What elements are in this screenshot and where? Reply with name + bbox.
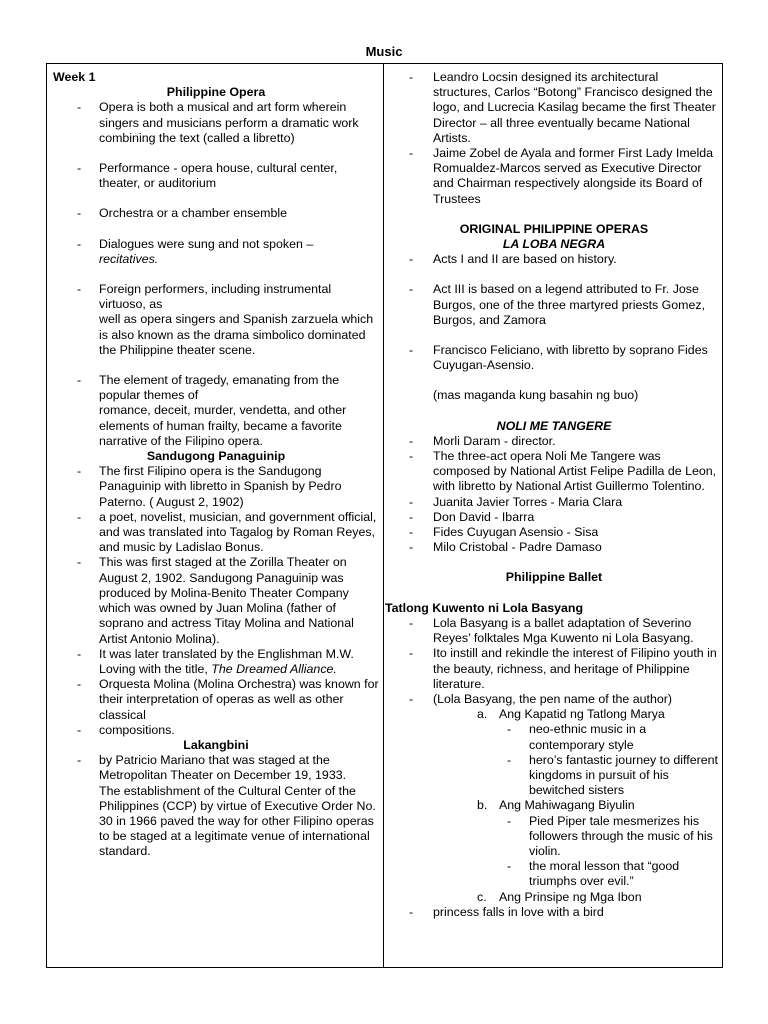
story-title: Ang Kapatid ng Tatlong Marya bbox=[499, 707, 665, 722]
list-item: - Jaime Zobel de Ayala and former First Lady Imelda Romualdez-Marcos served as Executive Director and Chairman respectively alongside its Board of Trustees bbox=[389, 146, 719, 207]
list-item: - compositions. bbox=[53, 723, 379, 738]
stories-list bbox=[389, 707, 719, 722]
story-marker: b. bbox=[477, 798, 488, 813]
lola-basyang-heading: Tatlong Kuwento ni Lola Basyang bbox=[385, 600, 584, 615]
list-item-continuation: romance, deceit, murder, vendetta, and other elements of human frailty, became a favorite narrative of the Filipino opera. bbox=[99, 403, 347, 448]
lakangbini-list bbox=[53, 753, 379, 783]
list-item: - Ito instill and rekindle the interest of Filipino youth in the beauty, richness, and heritage of Philippine literature. bbox=[389, 646, 719, 692]
story-marker: a. bbox=[477, 707, 488, 722]
sandugong-heading: Sandugong Panaguinip bbox=[146, 449, 286, 464]
stories-list bbox=[389, 890, 719, 905]
noli-me-tangere-heading: NOLI ME TANGERE bbox=[496, 418, 612, 433]
right-column bbox=[385, 70, 719, 920]
story-marker: c. bbox=[477, 889, 487, 904]
page-title: Music bbox=[365, 44, 403, 59]
list-item-text: Dialogues were sung and not spoken – bbox=[99, 236, 314, 251]
opera-list bbox=[53, 100, 379, 449]
list-item: - Act III is based on a legend attributed to Fr. Jose Burgos, one of the three martyred priests Gomez, Burgos, and Zamora bbox=[389, 282, 719, 328]
list-item: - Don David - Ibarra bbox=[389, 510, 719, 525]
philippine-opera-heading: Philippine Opera bbox=[166, 85, 266, 100]
recitatives-term: recitatives. bbox=[99, 251, 159, 266]
list-item bbox=[53, 237, 379, 267]
sandugong-list bbox=[53, 464, 379, 738]
left-column bbox=[53, 70, 379, 860]
list-item: - Leandro Locsin designed its architectural structures, Carlos “Botong” Francisco designed the logo, and Lucrecia Kasilag became the first Theater Director – all three eventually became National Artists. bbox=[389, 70, 719, 146]
list-item: - the moral lesson that “good triumphs over evil.” bbox=[389, 859, 719, 889]
story-points bbox=[389, 722, 719, 798]
final-list bbox=[389, 905, 719, 920]
list-item: - (Lola Basyang, the pen name of the author) bbox=[389, 692, 719, 707]
list-item: - The first Filipino opera is the Sandugong Panaguinip with libretto in Spanish by Pedro Paterno. ( August 2, 1902) bbox=[53, 464, 379, 510]
ccp-list bbox=[389, 70, 719, 207]
la-loba-negra-heading: LA LOBA NEGRA bbox=[502, 237, 606, 252]
list-item: - by Patricio Mariano that was staged at the Metropolitan Theater on December 19, 1933. bbox=[53, 753, 379, 783]
list-item-text: Foreign performers, including instrumental virtuoso, as bbox=[99, 282, 332, 312]
story-title: Ang Mahiwagang Biyulin bbox=[499, 798, 635, 813]
philippine-ballet-heading: Philippine Ballet bbox=[505, 570, 603, 585]
list-item bbox=[53, 282, 379, 358]
list-item: - Fides Cuyugan Asensio - Sisa bbox=[389, 525, 719, 540]
list-item: - Performance - opera house, cultural center, theater, or auditorium bbox=[53, 161, 379, 191]
list-item-text: It was later translated by the Englishman M.W. Loving with the title, bbox=[99, 646, 354, 676]
noli-list bbox=[389, 434, 719, 556]
list-item: - This was first staged at the Zorilla Theater on August 2, 1902. Sandugong Panaguinip was produced by Molina-Benito Theater Company which was owned by Juan Molina (father of soprano and actress Titay Molina and National Artist Antonio Molina). bbox=[53, 555, 379, 646]
story-points bbox=[389, 814, 719, 890]
list-item: - Orchestra or a chamber ensemble bbox=[53, 206, 379, 221]
week-label: Week 1 bbox=[53, 70, 96, 84]
list-item: - Pied Piper tale mesmerizes his followers through the music of his violin. bbox=[389, 814, 719, 860]
list-item: - neo-ethnic music in a contemporary style bbox=[389, 722, 719, 752]
story-item bbox=[389, 707, 719, 722]
ccp-paragraph: The establishment of the Cultural Center of the Philippines (CCP) by virtue of Executive Order No. 30 in 1966 paved the way for other Filipino operas to be staged at a legitimate venue of international standard. bbox=[99, 783, 376, 859]
story-title: Ang Prinsipe ng Mga Ibon bbox=[499, 889, 642, 904]
content-table bbox=[46, 63, 723, 968]
list-item bbox=[53, 373, 379, 449]
list-item: - Francisco Feliciano, with libretto by soprano Fides Cuyugan-Asensio. bbox=[389, 343, 719, 373]
list-item: - Milo Cristobal - Padre Damaso bbox=[389, 540, 719, 555]
loba-note: (mas maganda kung basahin ng buo) bbox=[433, 388, 639, 403]
list-item: - The three-act opera Noli Me Tangere was composed by National Artist Felipe Padilla de Leon, with libretto by National Artist Guillermo Tolentino. bbox=[389, 449, 719, 495]
column-divider bbox=[383, 64, 384, 967]
dreamed-alliance-title: The Dreamed Alliance. bbox=[211, 661, 337, 676]
list-item-continuation: well as opera singers and Spanish zarzuela which is also known as the drama simbolico dominated the Philippine theater scene. bbox=[99, 312, 374, 357]
list-item: - hero’s fantastic journey to different kingdoms in pursuit of his bewitched sisters bbox=[389, 753, 719, 799]
list-item: - Orquesta Molina (Molina Orchestra) was known for their interpretation of operas as well as other classical bbox=[53, 677, 379, 723]
list-item bbox=[53, 647, 379, 677]
lakangbini-heading: Lakangbini bbox=[183, 737, 249, 752]
la-loba-negra-list bbox=[389, 252, 719, 373]
story-item bbox=[389, 798, 719, 813]
list-item: - princess falls in love with a bird bbox=[389, 905, 719, 920]
story-item bbox=[389, 890, 719, 905]
list-item: - a poet, novelist, musician, and government official, and was translated into Tagalog by Roman Reyes, and music by Ladislao Bonus. bbox=[53, 510, 379, 556]
lola-basyang-list bbox=[389, 616, 719, 707]
list-item: - Juanita Javier Torres - Maria Clara bbox=[389, 495, 719, 510]
list-item: - Morli Daram - director. bbox=[389, 434, 719, 449]
stories-list bbox=[389, 798, 719, 813]
list-item: - Opera is both a musical and art form wherein singers and musicians perform a dramatic work combining the text (called a libretto) bbox=[53, 100, 379, 146]
original-operas-heading: ORIGINAL PHILIPPINE OPERAS bbox=[459, 221, 649, 236]
list-item: - Lola Basyang is a ballet adaptation of Severino Reyes’ folktales Mga Kuwento ni Lola Basyang. bbox=[389, 616, 719, 646]
list-item: - Acts I and II are based on history. bbox=[389, 252, 719, 267]
list-item-text: The element of tragedy, emanating from the popular themes of bbox=[99, 373, 340, 403]
